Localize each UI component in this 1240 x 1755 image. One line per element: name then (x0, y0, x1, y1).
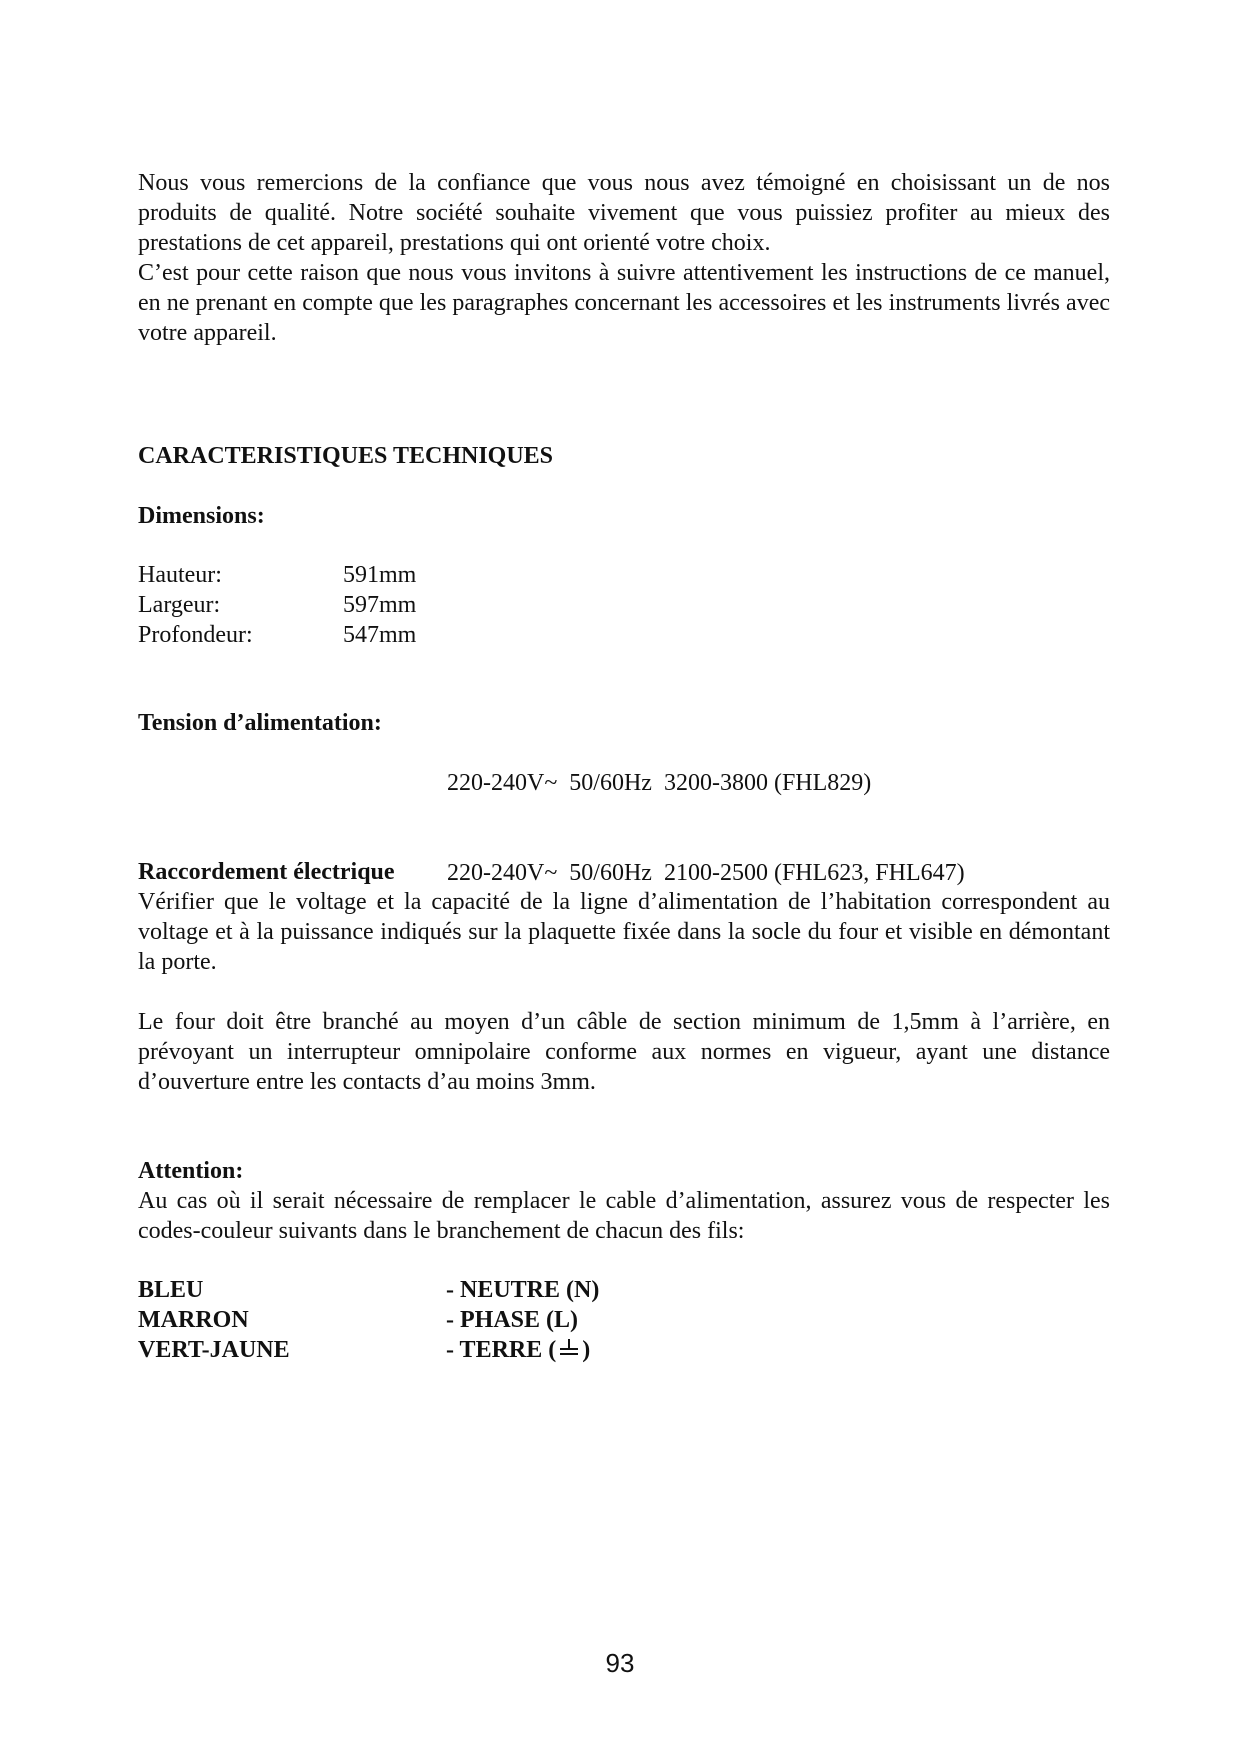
dimension-value: 547mm (343, 622, 417, 648)
page-number: 93 (605, 1648, 635, 1678)
wire-function: - PHASE (L) (446, 1307, 578, 1333)
raccordement-paragraph-2: Le four doit être branché au moyen d’un câble de section minimum de 1,5mm à l’arrière, en prévoyant un interrupteur omnipolaire conforme aux normes en vigueur, ayant une distance d’ouverture entre les contacts d’au moins 3mm. (138, 1009, 1110, 1095)
specs-heading: CARACTERISTIQUES TECHNIQUES (138, 443, 554, 469)
dimension-value: 591mm (343, 562, 417, 588)
dimension-row (138, 560, 638, 590)
dimension-label: Hauteur: (138, 562, 222, 588)
wire-function-suffix: ) (582, 1337, 591, 1363)
dimension-label: Largeur: (138, 592, 221, 618)
wire-row (138, 1305, 738, 1335)
attention-title: Attention: (138, 1158, 244, 1184)
wire-color: BLEU (138, 1277, 204, 1303)
wire-function: - NEUTRE (N) (446, 1277, 600, 1303)
attention-text: Au cas où il serait nécessaire de remplacer le cable d’alimentation, assurez vous de respecter les codes-couleur suivants dans le branchement de chacun des fils: (138, 1188, 1110, 1244)
tension-value: 220-240V~ 50/60Hz 2100-2500 (FHL623, FHL647) (447, 860, 965, 886)
wire-color: VERT-JAUNE (138, 1337, 290, 1363)
raccordement-paragraph-1: Vérifier que le voltage et la capacité de la ligne d’alimentation de l’habitation correspondent au voltage et à la puissance indiqués sur la plaquette fixée dans la socle du four et visible en démontant la porte. (138, 889, 1110, 975)
tension-label: Tension d’alimentation: (138, 710, 382, 736)
earth-ground-icon (558, 1337, 580, 1359)
tension-value: 220-240V~ 50/60Hz 3200-3800 (FHL829) (447, 770, 872, 796)
dimension-value: 597mm (343, 592, 417, 618)
raccordement-title: Raccordement électrique (138, 859, 395, 885)
wire-row (138, 1335, 738, 1365)
wire-color: MARRON (138, 1307, 249, 1333)
dimension-row (138, 620, 638, 650)
dimension-label: Profondeur: (138, 622, 253, 648)
intro-paragraph-2: C’est pour cette raison que nous vous invitons à suivre attentivement les instructions de ce manuel, en ne prenant en compte que les paragraphes concernant les accessoires et les instruments livrés avec votre appareil. (138, 260, 1110, 346)
dimension-row (138, 590, 638, 620)
dimensions-title: Dimensions: (138, 503, 265, 529)
wire-function (446, 1335, 590, 1365)
wire-function-prefix: - TERRE ( (446, 1337, 557, 1363)
intro-paragraph-1: Nous vous remercions de la confiance que vous nous avez témoigné en choisissant un de nos produits de qualité. Notre société souhaite vivement que vous puissiez profiter au mieux des prestations de cet appareil, prestations qui ont orienté votre choix. (138, 170, 1110, 256)
wire-row (138, 1275, 738, 1305)
